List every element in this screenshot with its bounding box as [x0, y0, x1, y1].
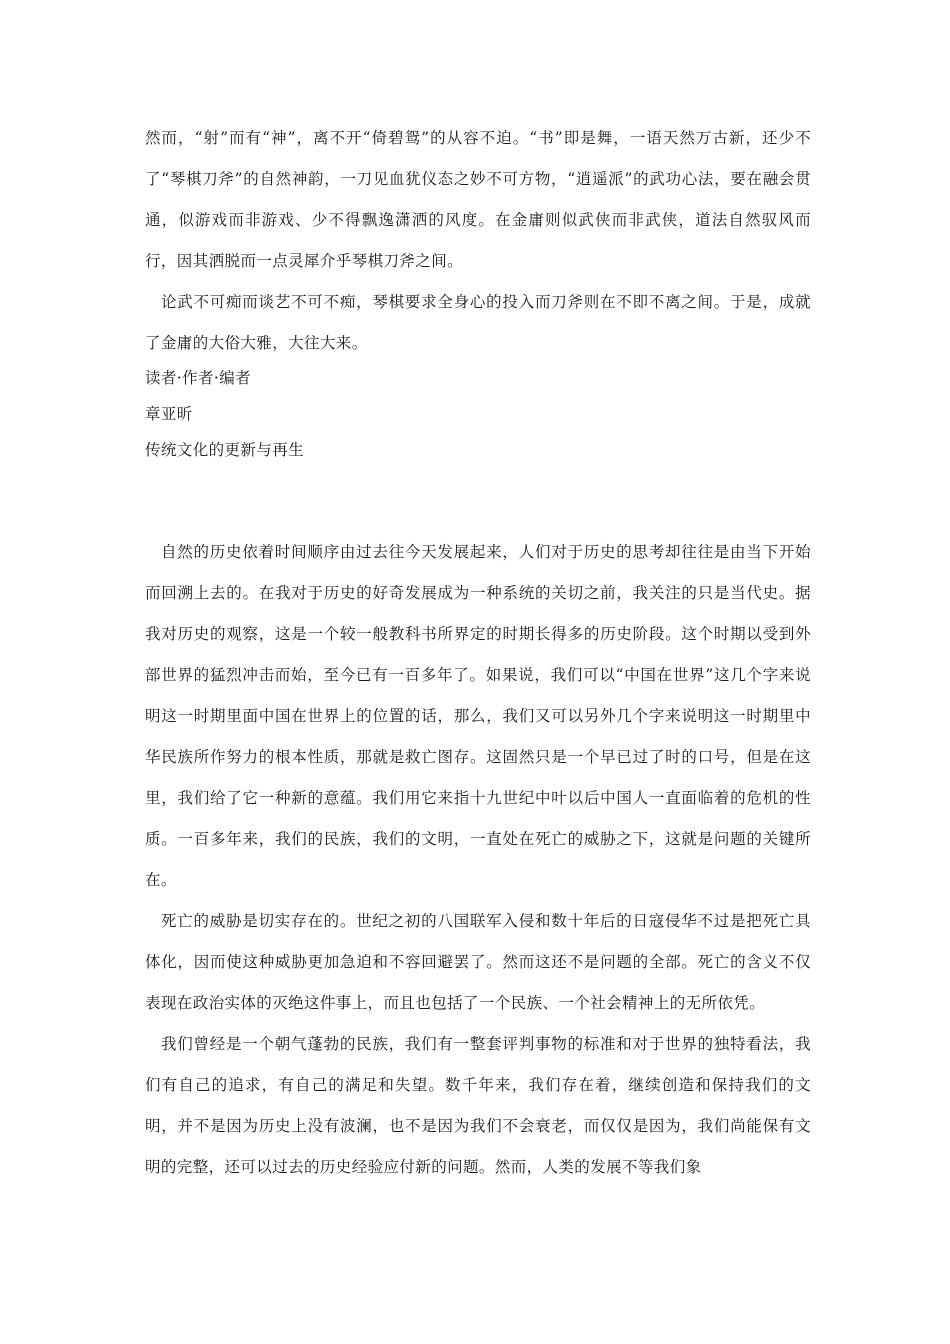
paragraph-main-3: 我们曾经是一个朝气蓬勃的民族，我们有一整套评判事物的标准和对于世界的独特看法，我们有自己的追求，有自己的满足和失望。数千年来，我们存在着，继续创造和保持我们的文明，并不是因为历史上没有波澜，也不是因为我们不会衰老，而仅仅是因为，我们尚能保有文明的完整，还可以过去的历史经验应付新的问题。然而，人类的发展不等我们象 — [145, 1035, 811, 1176]
column-name: 读者·作者·编者 — [145, 369, 252, 387]
paragraph-main-1: 自然的历史依着时间顺序由过去往今天发展起来，人们对于历史的思考却往往是由当下开始而回溯上去的。在我对于历史的好奇发展成为一种系统的关切之前，我关注的只是当代史。据我对历史的观察，这是一个较一般教科书所界定的时期长得多的历史阶段。这个时期以受到外部世界的猛烈冲击而始，至今已有一百多年了。如果说，我们可以“中国在世界”这几个字来说明这一时期里面中国在世界上的位置的话，那么，我们又可以另外几个字来说明这一时期里中华民族所作努力的根本性质，那就是救亡图存。这固然只是一个早已过了时的口号，但是在这里，我们给了它一种新的意蕴。我们用它来指十九世纪中叶以后中国人一直面临着的危机的性质。一百多年来，我们的民族，我们的文明，一直处在死亡的威胁之下，这就是问题的关键所在。 — [145, 543, 811, 889]
paragraph-top-2: 论武不可痴而谈艺不可不痴，琴棋要求全身心的投入而刀斧则在不即不离之间。于是，成就了金庸的大俗大雅，大往大来。 — [145, 293, 811, 352]
document-page — [145, 118, 811, 1188]
author-name: 章亚昕 — [145, 405, 193, 423]
paragraph-main-2: 死亡的威胁是切实存在的。世纪之初的八国联军入侵和数十年后的日寇侵华不过是把死亡具体化，因而使这种威胁更加急迫和不容回避罢了。然而这还不是问题的全部。死亡的含义不仅表现在政治实体的灭绝这件事上，而且也包括了一个民族、一个社会精神上的无所依凭。 — [145, 912, 811, 1012]
paragraph-top-1: 然而，“射”而有“神”，离不开“倚碧鸳”的从容不迫。“书”即是舞，一语天然万古新，还少不了“琴棋刀斧”的自然神韵，一刀见血犹仪态之妙不可方物，“逍遥派”的武功心法，要在融会贯通，似游戏而非游戏、少不得飘逸潇洒的风度。在金庸则似武侠而非武侠，道法自然驭风而行，因其洒脱而一点灵犀介乎琴棋刀斧之间。 — [145, 129, 811, 270]
section-gap — [145, 468, 811, 532]
article-title: 传统文化的更新与再生 — [145, 441, 305, 459]
article-header — [145, 360, 811, 468]
